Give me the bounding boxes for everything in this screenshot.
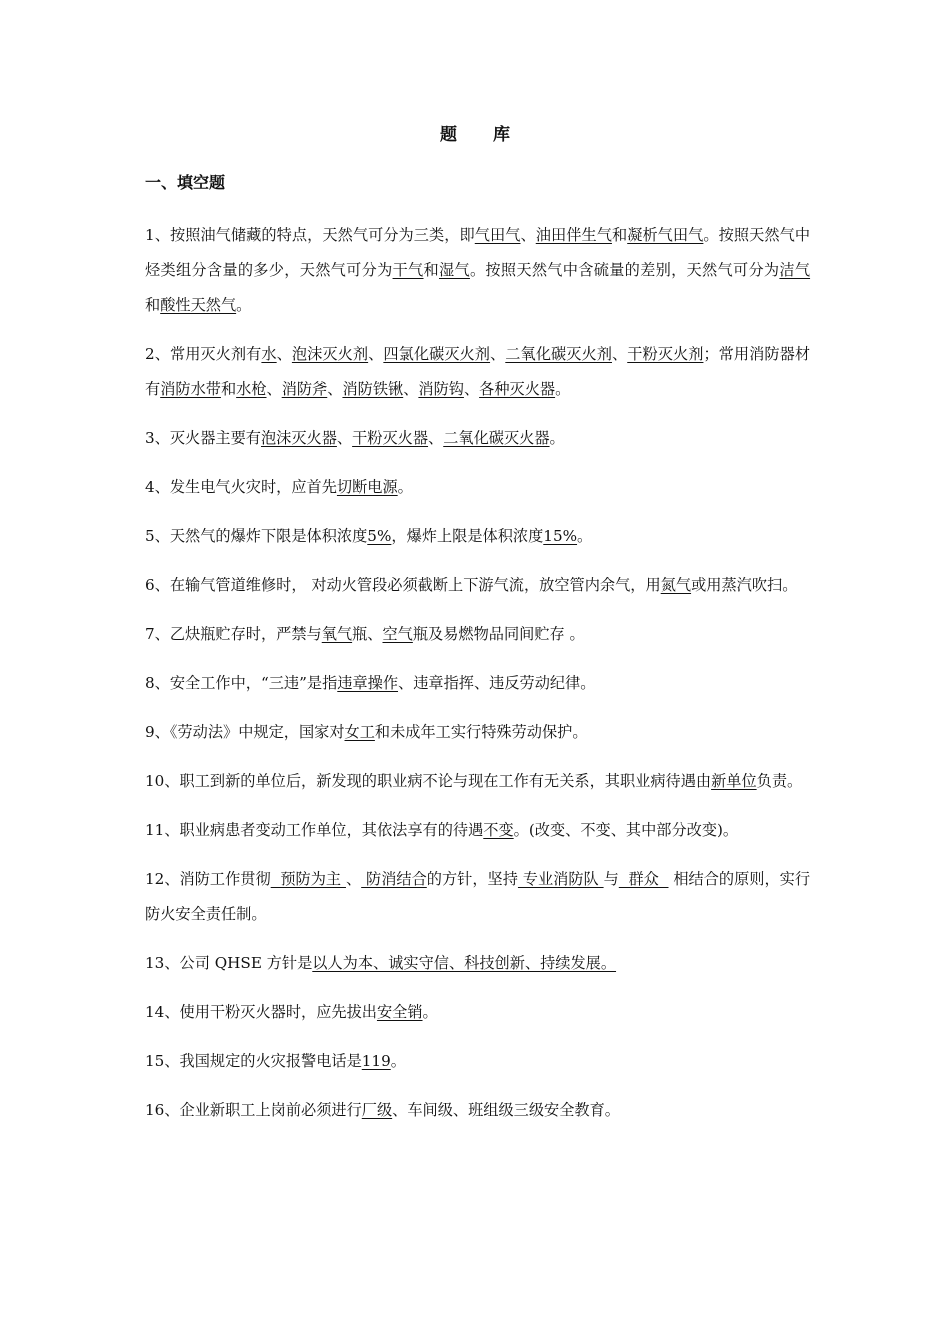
question-item [145, 1044, 810, 1079]
question-text: 瓶及易燃物品同间贮存 。 [412, 625, 585, 643]
question-text: 、 [276, 345, 292, 363]
question-text: 。 [577, 527, 593, 545]
answer-blank: 厂级 [361, 1101, 393, 1119]
answer-blank: 15% [543, 527, 578, 545]
question-text: 7、乙炔瓶贮存时，严禁与 [145, 625, 322, 643]
question-text: 、 [368, 345, 384, 363]
question-text: 、 [403, 380, 419, 398]
question-item [145, 666, 810, 701]
question-list [145, 218, 810, 1142]
question-text: 、 [327, 380, 343, 398]
question-text: 、车间级、班组级三级安全教育。 [392, 1101, 620, 1119]
page-title [0, 120, 950, 145]
question-text: 2、常用灭火剂有 [145, 345, 262, 363]
question-text: 。 [397, 478, 413, 496]
answer-blank: 干粉灭火器 [352, 429, 429, 447]
question-text: 。 [422, 1003, 438, 1021]
question-text: 、 [345, 870, 362, 888]
question-item [145, 862, 810, 932]
question-item [145, 218, 810, 323]
title-char-2: 库 [493, 125, 510, 145]
answer-blank: 凝析气田气 [627, 226, 704, 244]
section-heading: 一、填空题 [145, 173, 226, 192]
question-text: 10、职工到新的单位后，新发现的职业病不论与现在工作有无关系，其职业病待遇由 [145, 772, 712, 790]
answer-blank: 空气 [382, 625, 413, 643]
question-text: 12、消防工作贯彻 [145, 870, 271, 888]
question-text: 、 [336, 429, 353, 447]
question-text: 8、安全工作中，“三违”是指 [145, 674, 338, 692]
answer-blank: 专业消防队 [517, 870, 604, 888]
answer-blank: 防消结合 [361, 870, 427, 888]
answer-blank: 湿气 [439, 261, 470, 279]
question-text: 。按照天然气中烃类组分含量的多少，天然气可分为 [145, 226, 811, 279]
answer-blank: 二氧化碳灭火器 [443, 429, 550, 447]
question-text: 相结合的原则，实行防火安全责任制。 [145, 870, 811, 923]
question-text: 16、企业新职工上岗前必须进行 [145, 1101, 362, 1119]
answer-blank: 干粉灭火剂 [627, 345, 704, 363]
answer-blank: 油田伴生气 [535, 226, 612, 244]
answer-blank: 切断电源 [336, 478, 398, 496]
question-item [145, 617, 810, 652]
answer-blank: 酸性天然气 [160, 296, 237, 314]
question-text: 、 [520, 226, 536, 244]
answer-blank: 安全销 [376, 1003, 423, 1021]
answer-blank: 119 [361, 1052, 391, 1070]
answer-blank: 氮气 [660, 576, 692, 594]
question-text: 。(改变、不变、其中部分改变)。 [513, 821, 739, 839]
question-text: 11、职业病患者变动工作单位，其依法享有的待遇 [145, 821, 484, 839]
title-char-1: 题 [440, 125, 457, 145]
answer-blank: 不变 [483, 821, 514, 839]
question-text: 、 [463, 380, 480, 398]
answer-blank: 水枪 [236, 380, 267, 398]
question-item [145, 946, 810, 981]
answer-blank: 新单位 [711, 772, 757, 790]
question-text: 5、天然气的爆炸下限是体积浓度 [145, 527, 368, 545]
question-text: 和 [220, 380, 237, 398]
answer-blank: 四氯化碳灭火剂 [383, 345, 491, 363]
question-text: 13、公司 QHSE 方针是 [145, 954, 313, 972]
answer-blank: 消防铁锹 [342, 380, 404, 398]
question-text: 或用蒸汽吹扫。 [691, 576, 798, 594]
question-text: 和 [423, 261, 439, 279]
answer-blank: 泡沫灭火器 [260, 429, 337, 447]
question-item [145, 568, 810, 603]
answer-blank: 以人为本、诚实守信、科技创新、持续发展。 [312, 954, 617, 972]
answer-blank: 消防水带 [160, 380, 221, 398]
question-text: 9、《劳动法》中规定，国家对 [145, 723, 345, 741]
answer-blank: 5% [367, 527, 392, 545]
answer-blank: 消防钩 [418, 380, 464, 398]
question-text: 4、发生电气火灾时，应首先 [145, 478, 337, 496]
answer-blank: 群众 [618, 870, 669, 888]
question-text: ；常用消防器材有 [145, 345, 811, 398]
question-item [145, 421, 810, 456]
answer-blank: 违章操作 [337, 674, 399, 692]
question-item [145, 764, 810, 799]
question-text: 1、按照油气储藏的特点，天然气可分为三类，即 [145, 226, 475, 244]
question-text: 、 [428, 429, 444, 447]
answer-blank: 女工 [344, 723, 375, 741]
answer-blank: 气田气 [474, 226, 521, 244]
question-text: 与 [603, 870, 619, 888]
answer-blank: 干气 [392, 261, 424, 279]
answer-blank: 氧气 [321, 625, 353, 643]
answer-blank: 水 [261, 345, 277, 363]
question-text: 和 [611, 226, 628, 244]
answer-blank: 二氧化碳灭火剂 [505, 345, 612, 363]
question-item [145, 715, 810, 750]
question-item [145, 813, 810, 848]
answer-blank: 消防斧 [281, 380, 328, 398]
question-text: 、 [611, 345, 628, 363]
question-text: 。 [555, 380, 571, 398]
question-text: 瓶、 [352, 625, 383, 643]
question-text: 。按照天然气中含硫量的差别，天然气可分为 [469, 261, 780, 279]
question-item [145, 1093, 810, 1128]
question-text: 和 [145, 296, 161, 314]
question-text: 6、在输气管道维修时， 对动火管段必须截断上下游气流，放空管内余气，用 [145, 576, 661, 594]
question-text: 、违章指挥、违反劳动纪律。 [398, 674, 596, 692]
answer-blank: 各种灭火器 [479, 380, 556, 398]
question-text: 、 [266, 380, 282, 398]
question-text: 。 [236, 296, 252, 314]
question-text: 。 [549, 429, 565, 447]
answer-blank: 泡沫灭火剂 [291, 345, 369, 363]
question-text: 。 [390, 1052, 406, 1070]
question-text: 负责。 [756, 772, 803, 790]
question-item [145, 470, 810, 505]
question-text: 15、我国规定的火灾报警电话是 [145, 1052, 362, 1070]
question-text: 和未成年工实行特殊劳动保护。 [374, 723, 588, 741]
question-text: 的方针，坚持 [426, 870, 518, 888]
question-text: 、 [490, 345, 506, 363]
question-item [145, 519, 810, 554]
question-text: 14、使用干粉灭火器时，应先拔出 [145, 1003, 377, 1021]
question-item [145, 337, 810, 407]
answer-blank: 预防为主 [270, 870, 346, 888]
answer-blank: 洁气 [779, 261, 811, 279]
question-item [145, 995, 810, 1030]
question-text: 3、灭火器主要有 [145, 429, 261, 447]
question-text: ，爆炸上限是体积浓度 [391, 527, 544, 545]
